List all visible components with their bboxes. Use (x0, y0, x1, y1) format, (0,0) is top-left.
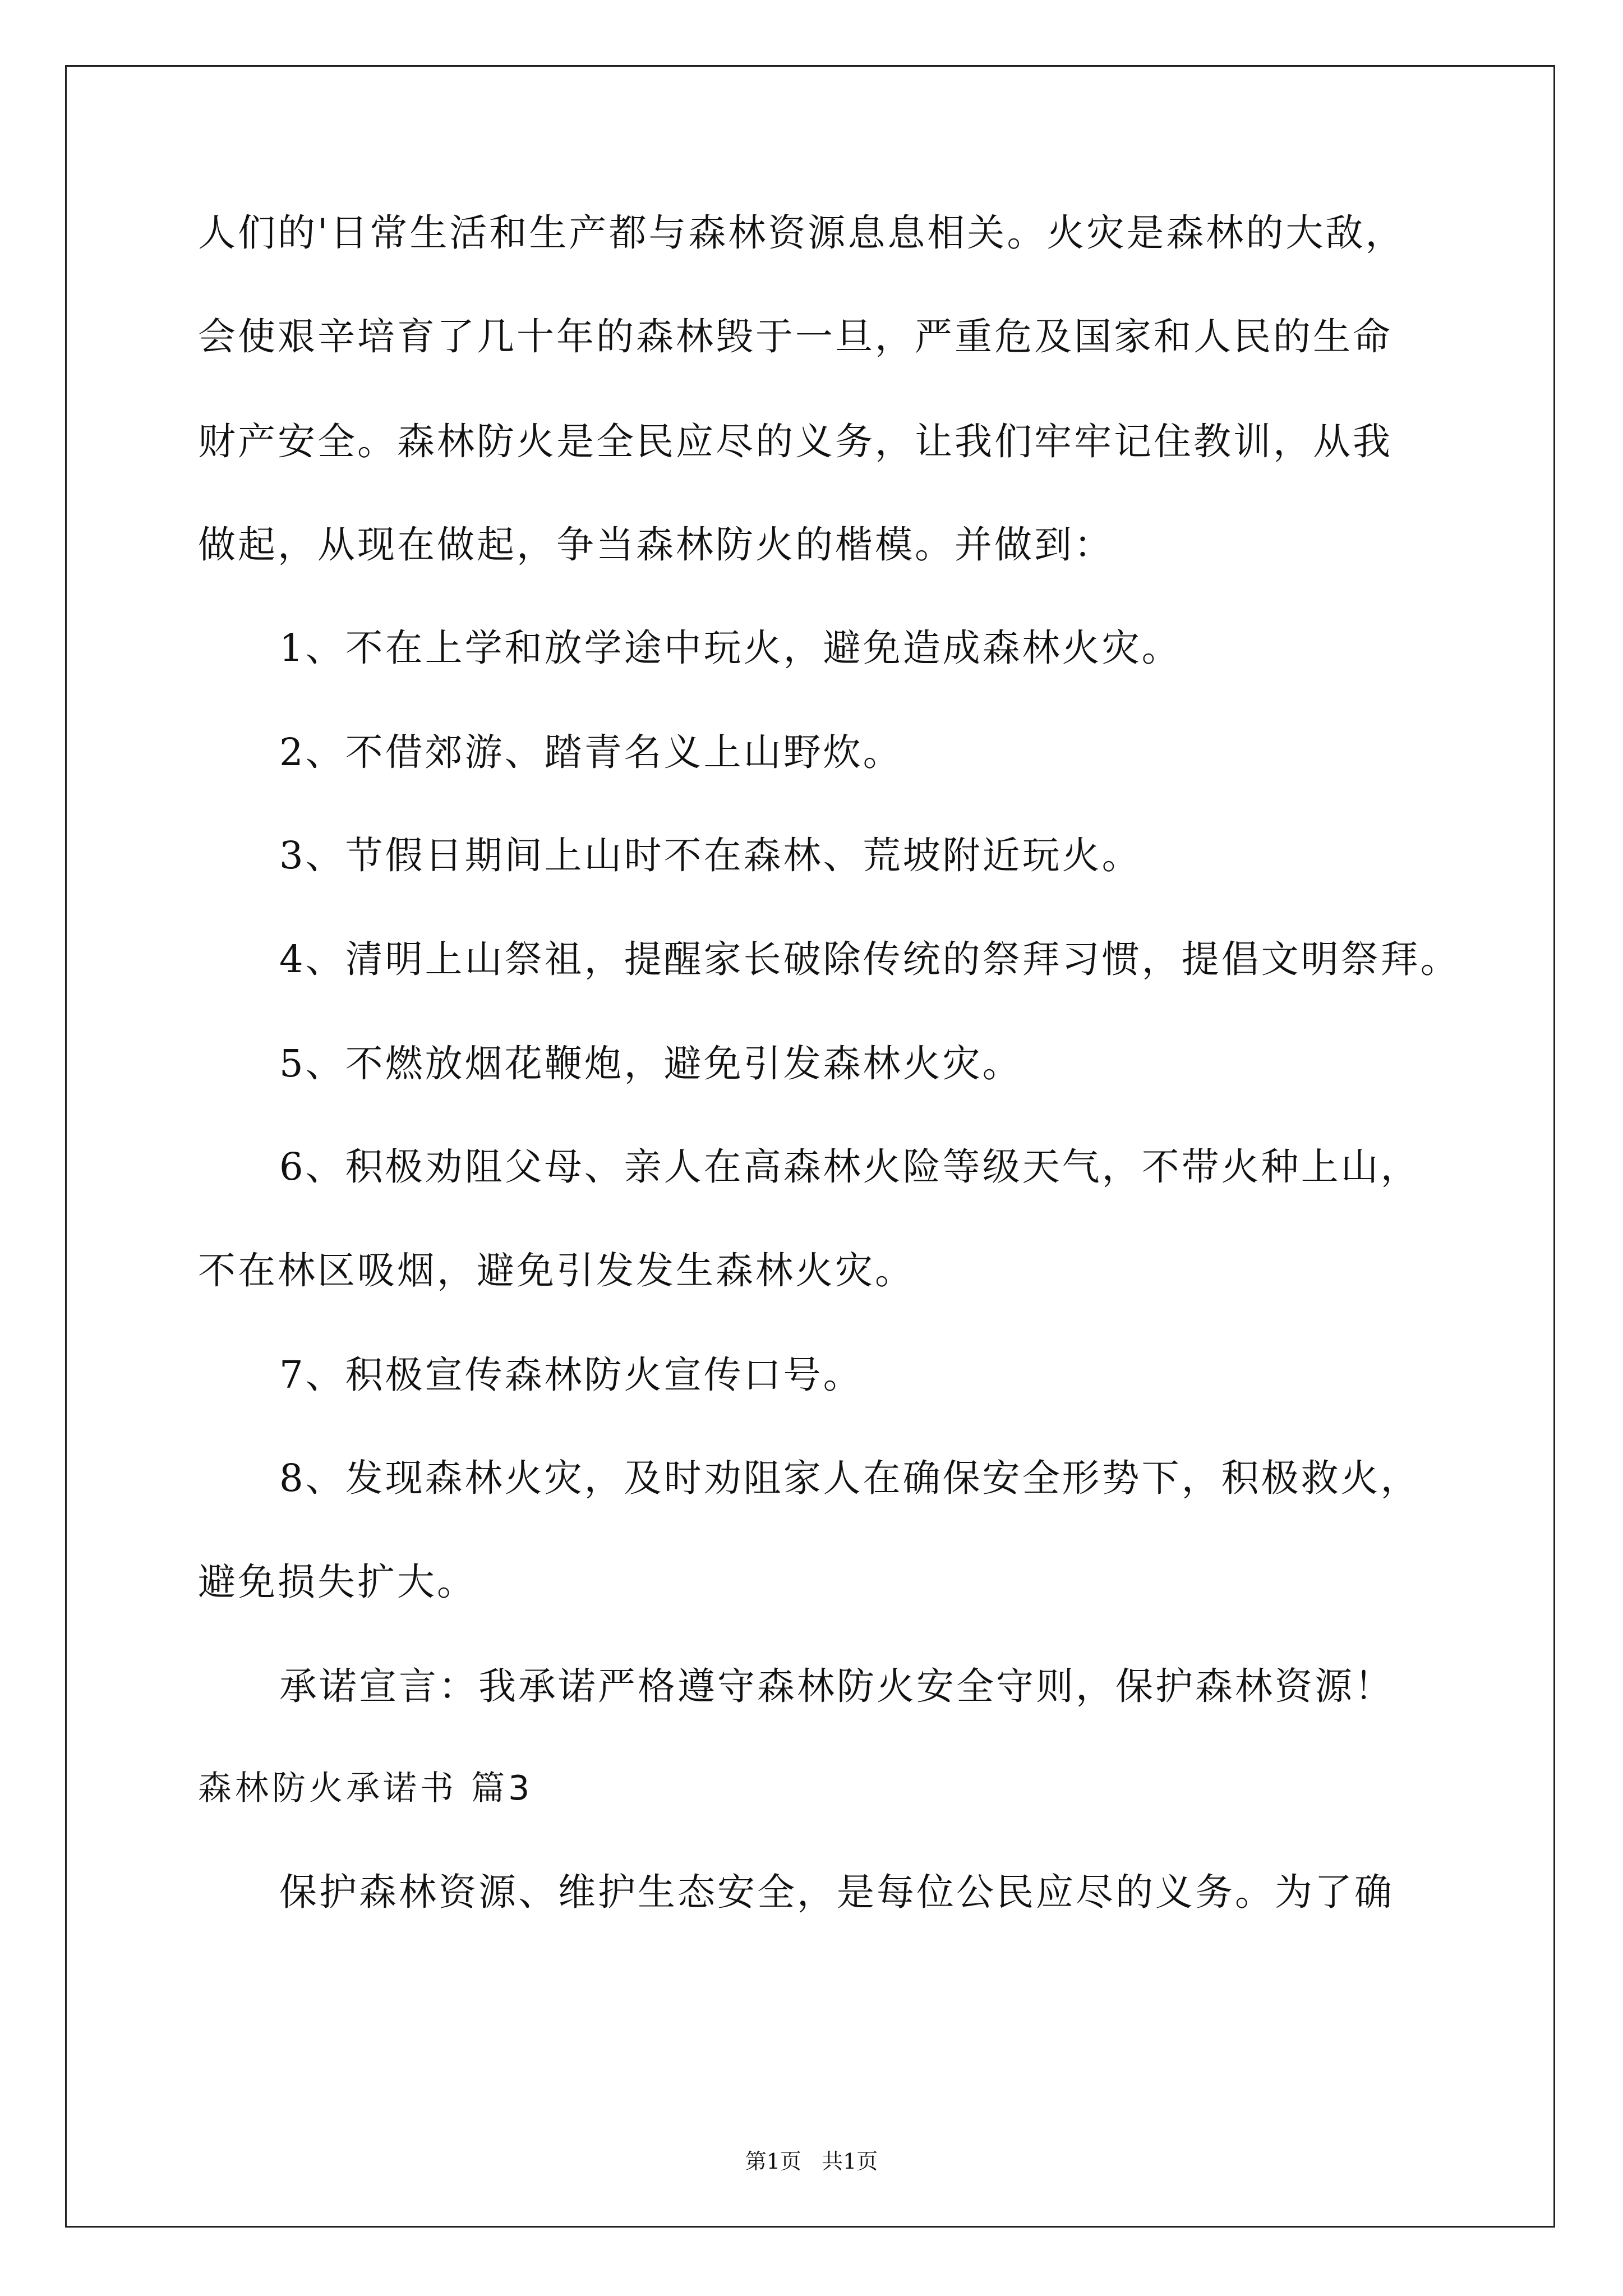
list-item-6-continued: 不在林区吸烟，避免引发发生森林火灾。 (198, 1249, 915, 1292)
list-item-5: 5、不燃放烟花鞭炮，避免引发森林火灾。 (279, 1042, 1022, 1085)
list-item-8: 8、发现森林火灾，及时劝阻家人在确保安全形势下，积极救火， (279, 1456, 1421, 1500)
list-item-6: 6、积极劝阻父母、亲人在高森林火险等级天气，不带火种上山， (279, 1145, 1421, 1189)
section-heading: 森林防火承诺书 篇3 (198, 1769, 533, 1808)
list-item-8-continued: 避免损失扩大。 (198, 1560, 477, 1604)
body-line-2: 会使艰辛培育了几十年的森林毁于一旦，严重危及国家和人民的生命 (198, 315, 1393, 358)
list-item-2: 2、不借郊游、踏青名义上山野炊。 (279, 730, 903, 774)
list-item-4: 4、清明上山祭祖，提醒家长破除传统的祭拜习惯，提倡文明祭拜。 (279, 937, 1460, 981)
section-body-line-1: 保护森林资源、维护生态安全，是每位公民应尽的义务。为了确 (279, 1870, 1394, 1914)
list-item-7: 7、积极宣传森林防火宣传口号。 (279, 1353, 863, 1397)
pledge-statement: 承诺宣言：我承诺严格遵守森林防火安全守则，保护森林资源！ (279, 1664, 1394, 1708)
list-item-3: 3、节假日期间上山时不在森林、荒坡附近玩火。 (279, 834, 1142, 877)
body-line-3: 财产安全。森林防火是全民应尽的义务，让我们牢牢记住教训，从我 (198, 420, 1393, 463)
list-item-1: 1、不在上学和放学途中玩火，避免造成森林火灾。 (279, 626, 1182, 670)
page-number: 第1页 共1页 (745, 2149, 878, 2174)
body-line-4: 做起，从现在做起，争当森林防火的楷模。并做到： (198, 523, 1114, 567)
body-line-1: 人们的'日常生活和生产都与森林资源息息相关。火灾是森林的大敌， (198, 211, 1405, 255)
